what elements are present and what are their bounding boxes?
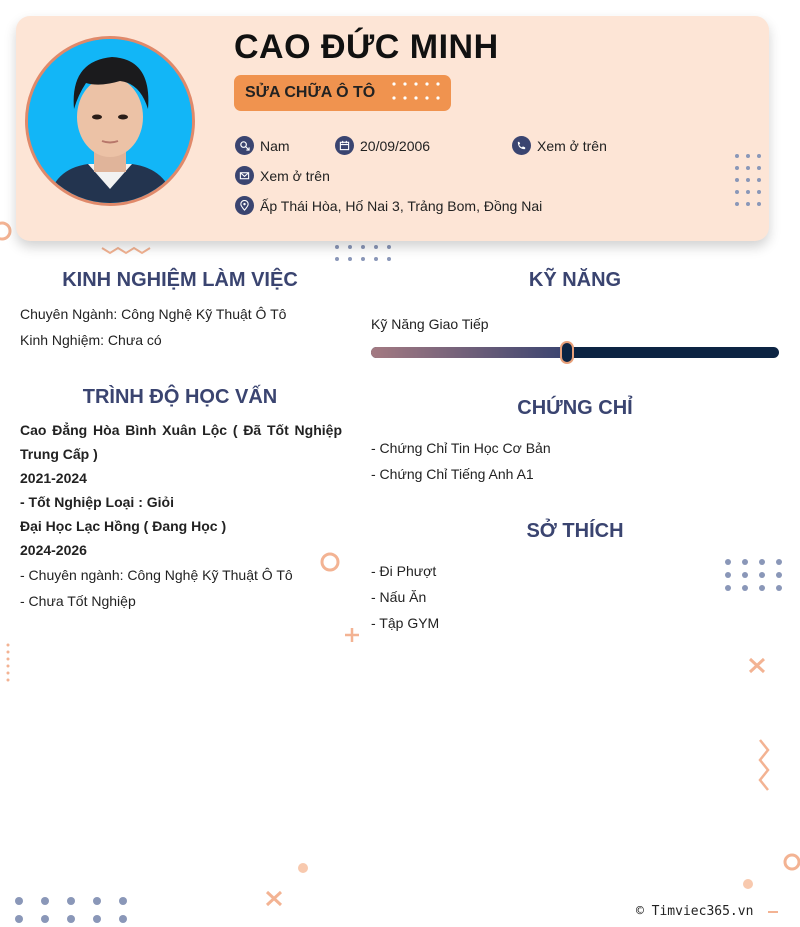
- birthday-info: [335, 136, 430, 155]
- birthday-text: 20/09/2006: [360, 137, 431, 154]
- skill-level-bar: [371, 347, 779, 358]
- email-text: Xem ở trên: [260, 167, 330, 184]
- education-period-2: 2024-2026: [20, 542, 87, 558]
- calendar-icon: [335, 136, 354, 155]
- pill-dot-pattern: [391, 81, 447, 103]
- skill-level-knob: [560, 341, 574, 364]
- gender-info: [235, 136, 290, 155]
- avatar-photo: [25, 36, 195, 206]
- education-note-3: - Chưa Tốt Nghiệp: [20, 593, 136, 609]
- education-period-1: 2021-2024: [20, 470, 87, 486]
- location-icon: [235, 196, 254, 215]
- header-dot-grid: [734, 153, 764, 208]
- education-note-1: - Tốt Nghiệp Loại : Giỏi: [20, 494, 174, 510]
- education-note-2: - Chuyên ngành: Công Nghệ Kỹ Thuật Ô Tô: [20, 567, 293, 583]
- candidate-name: CAO ĐỨC MINH: [234, 28, 499, 66]
- experience-major: Chuyên Ngành: Công Nghệ Kỹ Thuật Ô Tô: [20, 306, 287, 322]
- education-school-2: Đại Học Lạc Hồng ( Đang Học ): [20, 518, 227, 534]
- hobbies-heading: SỞ THÍCH: [526, 520, 624, 542]
- skill-name: Kỹ Năng Giao Tiếp: [371, 316, 489, 332]
- experience-heading: KINH NGHIỆM LÀM VIỆC: [62, 269, 298, 291]
- education-school-1-cont: Trung Cấp ): [20, 446, 98, 462]
- phone-info: [512, 136, 607, 155]
- phone-text: Xem ở trên: [537, 137, 607, 154]
- education-heading: TRÌNH ĐỘ HỌC VẤN: [82, 386, 278, 408]
- address-info: [235, 196, 542, 215]
- footer-copyright: © Timviec365.vn: [636, 904, 754, 919]
- certificates-heading: CHỨNG CHỈ: [517, 397, 633, 419]
- hobby-item: - Nấu Ăn: [371, 589, 427, 605]
- hobby-item: - Tập GYM: [371, 615, 440, 631]
- experience-level: Kinh Nghiệm: Chưa có: [20, 332, 162, 348]
- phone-icon: [512, 136, 531, 155]
- mail-icon: [235, 166, 254, 185]
- job-title-text: SỬA CHỮA Ô TÔ: [245, 84, 376, 101]
- certificate-item: - Chứng Chỉ Tiếng Anh A1: [371, 466, 534, 482]
- skills-heading: KỸ NĂNG: [528, 269, 622, 291]
- gender-icon: [235, 136, 254, 155]
- email-info: [235, 166, 330, 185]
- job-title-badge: [234, 75, 451, 111]
- skill-level-fill: [371, 347, 567, 358]
- certificate-item: - Chứng Chỉ Tin Học Cơ Bản: [371, 440, 551, 456]
- gender-text: Nam: [260, 137, 290, 154]
- education-school-1: Cao Đẳng Hòa Bình Xuân Lộc ( Đã Tốt Nghiệp: [20, 422, 342, 438]
- address-text: Ấp Thái Hòa, Hố Nai 3, Trảng Bom, Đồng Nai: [260, 197, 543, 214]
- hobby-item: - Đi Phượt: [371, 563, 437, 579]
